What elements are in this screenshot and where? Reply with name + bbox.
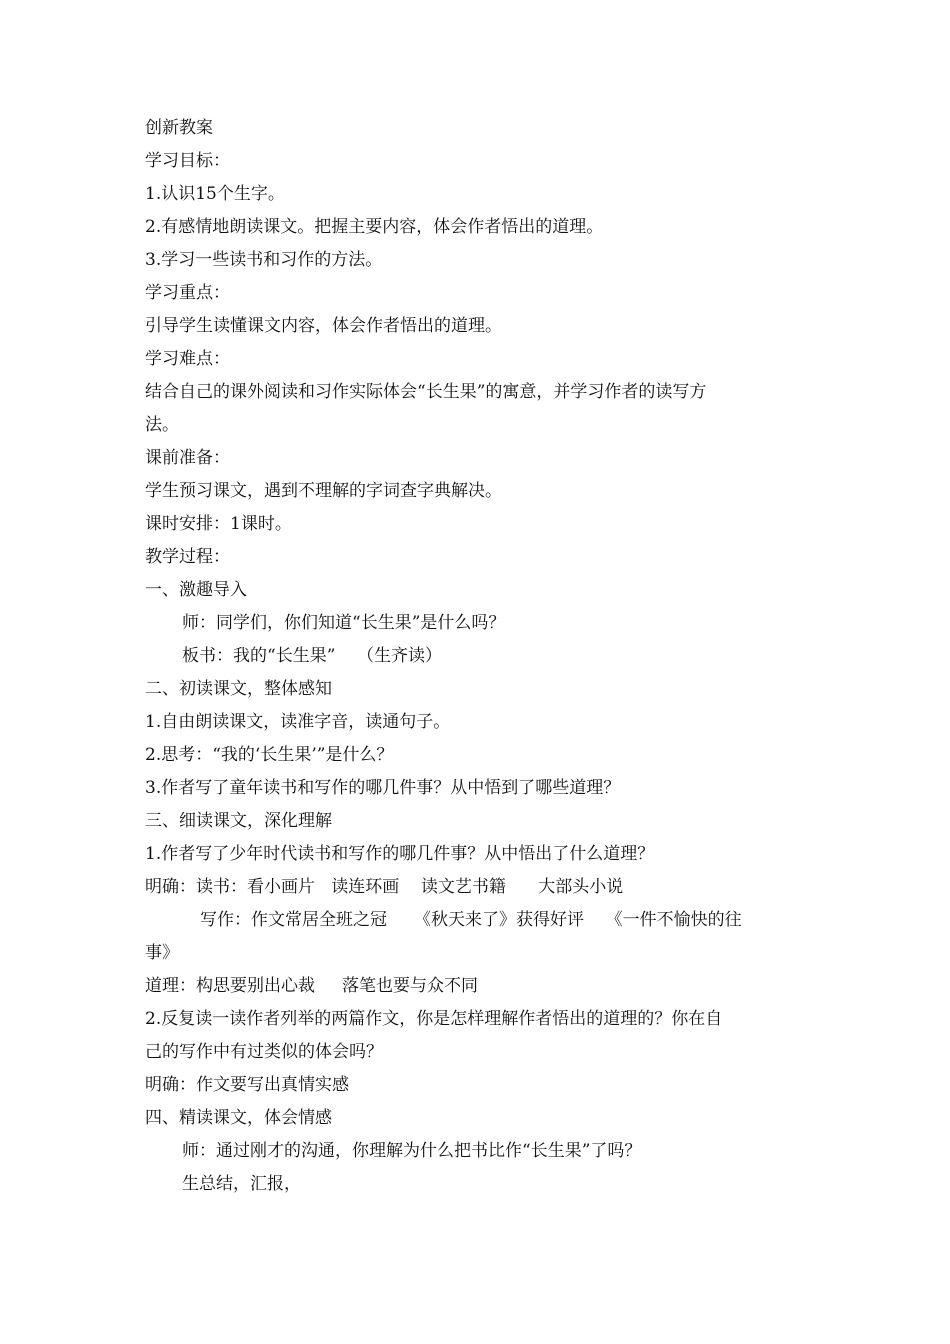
board-writing: 板书：我的“长生果” （生齐读） [182, 646, 442, 666]
list-item-continuation: 己的写作中有过类似的体会吗？ [145, 1042, 383, 1062]
clarification-continuation: 事》 [145, 943, 179, 963]
list-item: 3.作者写了童年读书和写作的哪几件事？从中悟到了哪些道理？ [145, 778, 621, 798]
step-heading: 一、激趣导入 [145, 580, 247, 600]
dialogue-line: 生总结，汇报， [182, 1174, 301, 1194]
clarification: 明确：作文要写出真情实感 [145, 1075, 349, 1095]
section-heading: 教学过程： [145, 547, 230, 567]
clarification: 写作：作文常居全班之冠 《秋天来了》获得好评 《一件不愉快的往 [200, 910, 742, 930]
list-item: 1.自由朗读课文，读准字音，读通句子。 [145, 712, 451, 732]
list-item: 3.学习一些读书和习作的方法。 [145, 250, 383, 270]
paragraph: 课时安排：1课时。 [145, 514, 292, 534]
dialogue-line: 师：同学们，你们知道“长生果”是什么吗？ [182, 613, 506, 633]
dialogue-line: 师：通过刚才的沟通，你理解为什么把书比作“长生果”了吗？ [182, 1141, 642, 1161]
step-heading: 三、细读课文，深化理解 [145, 811, 332, 831]
list-item: 2.有感情地朗读课文。把握主要内容，体会作者悟出的道理。 [145, 217, 604, 237]
list-item: 2.思考：“我的‘长生果’”是什么？ [145, 745, 394, 765]
list-item: 1.作者写了少年时代读书和写作的哪几件事？从中悟出了什么道理？ [145, 844, 655, 864]
doc-title: 创新教案 [145, 118, 213, 138]
paragraph: 引导学生读懂课文内容，体会作者悟出的道理。 [145, 316, 502, 336]
paragraph: 结合自己的课外阅读和习作实际体会“长生果”的寓意，并学习作者的读写方 [145, 382, 707, 402]
paragraph: 学生预习课文，遇到不理解的字词查字典解决。 [145, 481, 502, 501]
clarification: 明确：读书：看小画片 读连环画 读文艺书籍 大部头小说 [145, 877, 624, 897]
list-item: 2.反复读一读作者列举的两篇作文，你是怎样理解作者悟出的道理的？你在自 [145, 1009, 723, 1029]
section-heading: 学习目标： [145, 151, 230, 171]
section-heading: 学习重点： [145, 283, 230, 303]
section-heading: 学习难点： [145, 349, 230, 369]
clarification: 道理：构思要别出心裁 落笔也要与众不同 [145, 976, 479, 996]
paragraph-continuation: 法。 [145, 415, 179, 435]
list-item: 1.认识15个生字。 [145, 184, 285, 204]
step-heading: 二、初读课文，整体感知 [145, 679, 332, 699]
step-heading: 四、精读课文，体会情感 [145, 1108, 332, 1128]
section-heading: 课前准备： [145, 448, 230, 468]
